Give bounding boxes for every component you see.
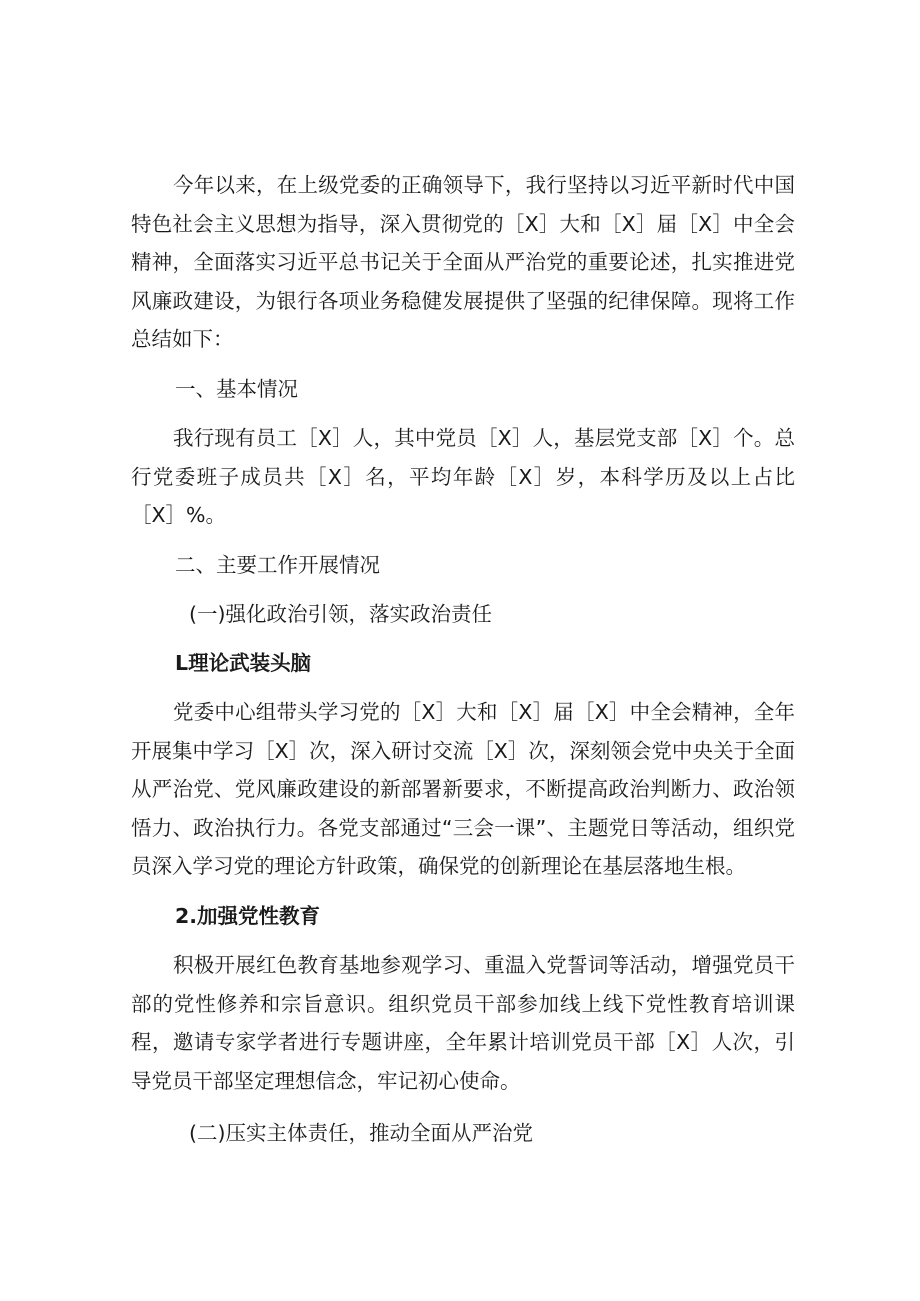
item-2-body: 积极开展红色教育基地参观学习、重温入党誓词等活动，增强党员干部的党性修养和宗旨意识。组织党员干部参加线上线下党性教育培训课程，邀请专家学者进行专题讲座，全年累计培训党员干部［X］人次，引导党员干部坚定理想信念，牢记初心使命。 [131, 953, 795, 1093]
item-2-heading: 2.加强党性教育 [175, 904, 321, 928]
section-2-heading: 二、主要工作开展情况 [175, 553, 380, 577]
intro-paragraph: 今年以来，在上级党委的正确领导下，我行坚持以习近平新时代中国特色社会主义思想为指导，深入贯彻党的［X］大和［X］届［X］中全会精神，全面落实习近平总书记关于全面从严治党的重要论述，扎实推进党风廉政建设，为银行各项业务稳健发展提供了坚强的纪律保障。现将工作总结如下： [131, 173, 795, 351]
item-1-heading: L理论武装头脑 [175, 651, 312, 675]
section-1-heading: 一、基本情况 [175, 377, 298, 401]
section-1-body: 我行现有员工［X］人，其中党员［X］人，基层党支部［X］个。总行党委班子成员共［X］名，平均年龄［X］岁，本科学历及以上占比［X］%。 [131, 426, 795, 527]
item-1-body: 党委中心组带头学习党的［X］大和［X］届［X］中全会精神，全年开展集中学习［X］次，深入研讨交流［X］次，深刻领会党中央关于全面从严治党、党风廉政建设的新部署新要求，不断提高政治判断力、政治领悟力、政治执行力。各党支部通过“三会一课”、主题党日等活动，组织党员深入学习党的理论方针政策，确保党的创新理论在基层落地生根。 [131, 700, 795, 878]
subsection-2-heading: (二)压实主体责任，推动全面从严治党 [189, 1121, 533, 1145]
subsection-1-heading: (一)强化政治引领，落实政治责任 [189, 602, 492, 626]
